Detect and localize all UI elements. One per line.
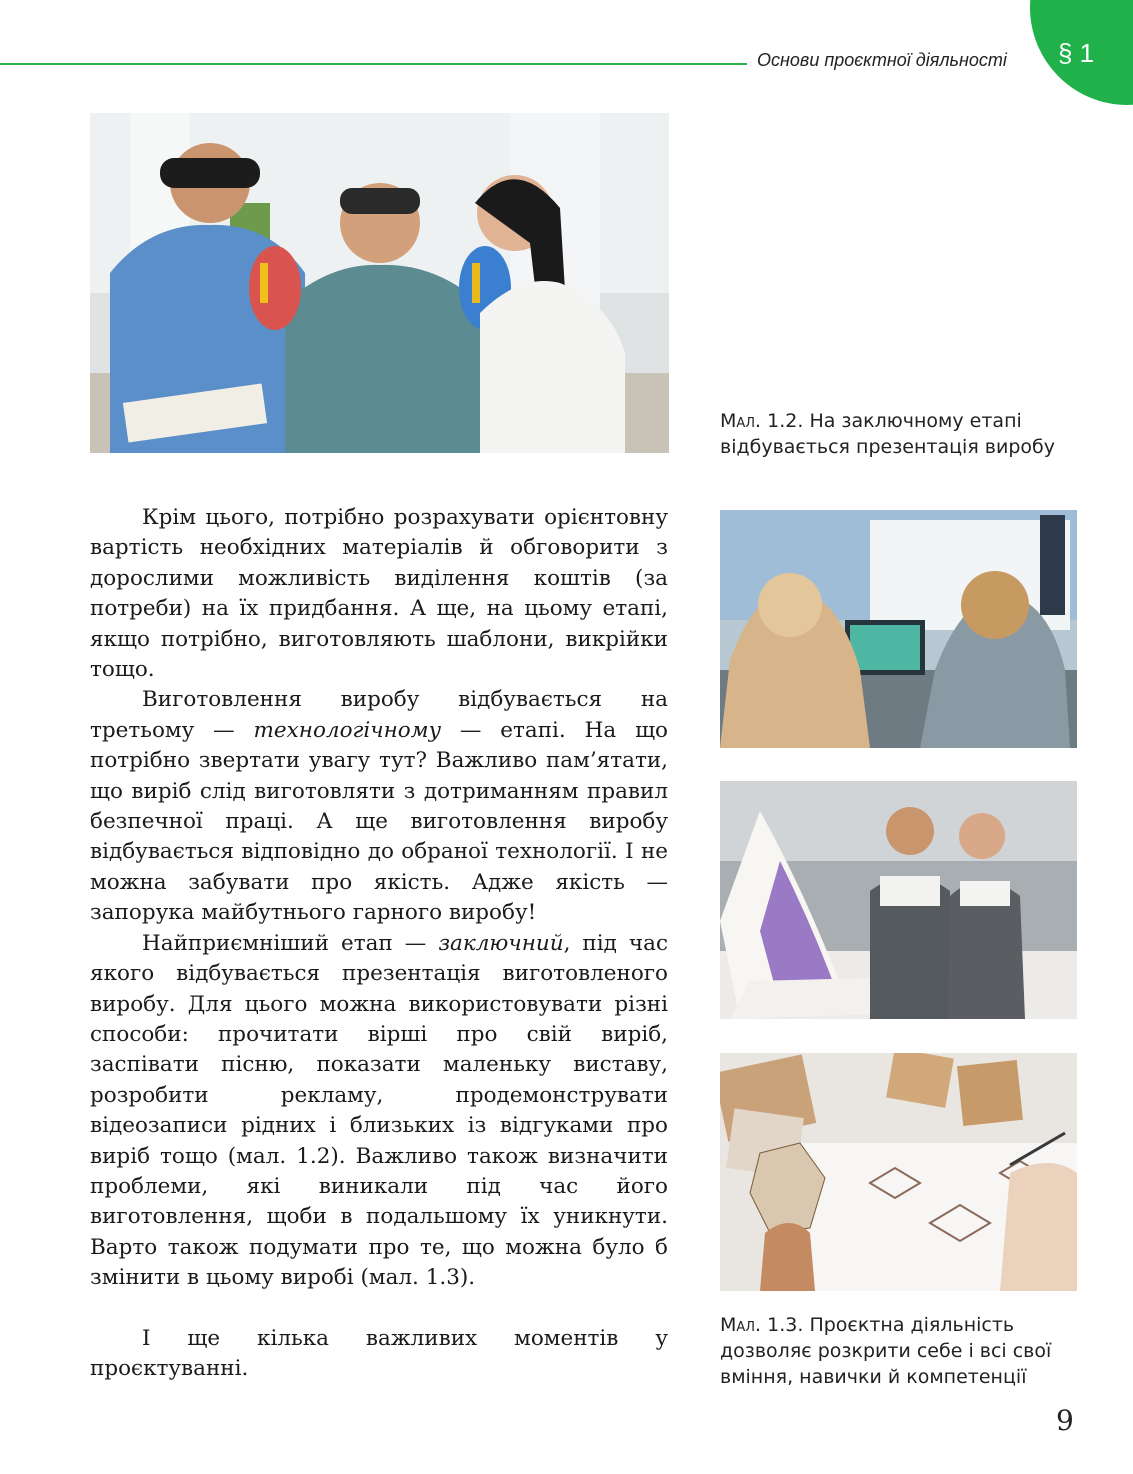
running-header-title: Основи проєктної діяльності: [757, 50, 1007, 70]
paragraph-materials: Крім цього, потрібно розрахувати орієнтовну вартість необхідних матеріалів й обговорити з дорослими можливість виділення коштів (за потреби) на їх придбання. А ще, на цьому етапі, якщо потрібно, виготовляють шаблони, викрійки тощо.: [90, 505, 668, 683]
figure-label: Мал. 1.3.: [720, 1314, 804, 1336]
page-number: 9: [1056, 1404, 1074, 1437]
text-span: Виготовлення виробу відбувається на третьому —: [90, 687, 668, 743]
figure-text: На заключному етапі відбувається презентація виробу: [720, 410, 1055, 458]
figure-text: Проєктна діяльність дозволяє розкрити себе і всі свої вміння, навички й компетенції: [720, 1314, 1052, 1388]
section-label: § 1: [1058, 38, 1095, 68]
text-span: — етапі. На що потрібно звертати увагу тут? Важливо пам’ятати, що виріб слід виготовляти з дотриманням правил безпечної праці. А ще виготовлення виробу відбувається відповідно до обраної технології. І не можна забувати про якість. Адже якість — запорука майбутнього гарного виробу!: [90, 717, 668, 926]
body-text: [90, 503, 668, 1384]
figure-caption-1-3: [720, 1312, 1065, 1390]
figure-label: Мал. 1.2.: [720, 410, 804, 432]
paragraph-final-stage: [90, 929, 668, 1294]
emphasis-term: технологічному: [253, 717, 442, 743]
header-rule: [0, 63, 747, 65]
paragraph-technological-stage: [90, 685, 668, 928]
photo-design-sketches: [720, 1053, 1077, 1291]
paragraph-important-moments: І ще кілька важливих моментів у проєктуванні.: [90, 1325, 668, 1381]
text-span: , під час якого відбувається презентація виготовленого виробу. Для цього можна використовувати різні способи: прочитати вірші про свій виріб, заспівати пісню, показати маленьку виставу, розробити рекламу, продемонструвати відеозаписи рідних і близьких із відгуками про виріб тощо (мал. 1.2). Важливо також визначити проблеми, які виникали під час його виготовлення, щоби в подальшому їх уникнути. Варто також подумати про те, що можна було б змінити в цьому виробі (мал. 1.3).: [90, 930, 668, 1291]
photo-classroom: [720, 510, 1077, 748]
figure-caption-1-2: [720, 408, 1065, 460]
text-span: Найприємніший етап —: [142, 930, 439, 956]
emphasis-term: заключний: [438, 930, 564, 956]
photo-workshop: [720, 781, 1077, 1019]
photo-presentation: [90, 113, 669, 453]
